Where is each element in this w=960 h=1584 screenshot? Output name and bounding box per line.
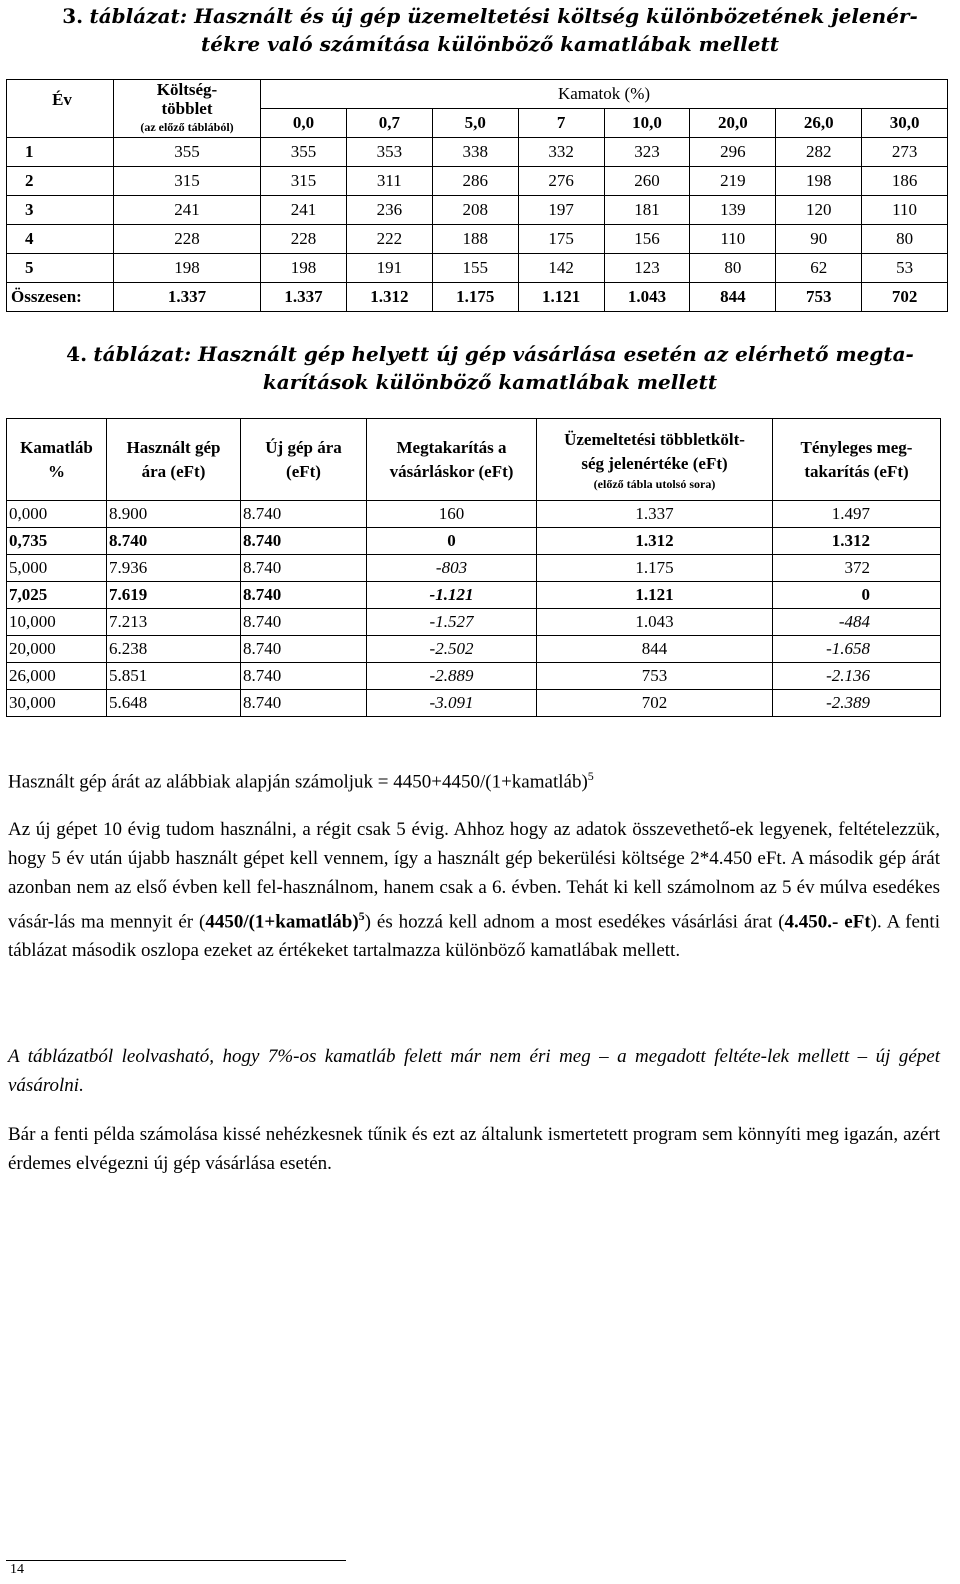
col-header-kamatok: Kamatok (%) (261, 80, 948, 109)
used-price-cell: 7.213 (107, 609, 241, 636)
value-cell: 315 (261, 167, 347, 196)
table4-row (7, 609, 941, 636)
used-price-cell: 5.851 (107, 663, 241, 690)
rate-cell: 10,000 (7, 609, 107, 636)
saving-cell: -2.889 (367, 663, 537, 690)
value-cell: 323 (604, 138, 690, 167)
value-cell: 155 (432, 254, 518, 283)
value-cell: 198 (776, 167, 862, 196)
table3-total-row (7, 283, 948, 312)
hasznalt-label-1: Használt gép (126, 437, 221, 457)
rate-header: 0,0 (261, 109, 347, 138)
teny-label-1: Tényleges meg- (800, 437, 913, 457)
rate-header: 10,0 (604, 109, 690, 138)
table3-row (7, 225, 948, 254)
new-price-cell: 8.740 (241, 501, 367, 528)
value-cell: 844 (690, 283, 776, 312)
p1-bold-formula: 4450/(1+kamatláb) (205, 911, 359, 933)
paragraph-explanation (8, 815, 940, 965)
table4-caption (40, 340, 940, 396)
new-price-cell: 8.740 (241, 582, 367, 609)
year-cell: 4 (7, 225, 114, 254)
table4-title-line1: táblázat: Használt gép helyett új gép vásárlása esetén az elérhető megta- (93, 342, 914, 366)
table4-row (7, 690, 941, 717)
formula-text: Használt gép árát az alábbiak alapján számoljuk = 4450+4450/(1+kamatláb) (8, 771, 588, 793)
table4-header-row (7, 419, 941, 501)
value-cell: 222 (346, 225, 432, 254)
new-price-cell: 8.740 (241, 690, 367, 717)
col-header-uzemeltetesi (537, 419, 773, 501)
value-cell: 110 (862, 196, 948, 225)
rate-cell: 20,000 (7, 636, 107, 663)
rate-header: 30,0 (862, 109, 948, 138)
formula-paragraph (8, 762, 940, 796)
used-price-cell: 7.619 (107, 582, 241, 609)
value-cell: 110 (690, 225, 776, 254)
col-header-kamatlab (7, 419, 107, 501)
table4 (6, 418, 941, 717)
paragraph-closing: Bár a fenti példa számolása kissé nehézkesnek tűnik és ezt az általunk ismertetett program sem könnyíti meg igazán, azért érdemes elvégezni új gép vásárlása esetén. (8, 1124, 940, 1174)
megtak-label-2: vásárláskor (eFt) (389, 461, 514, 481)
operating-cost-cell: 1.175 (537, 555, 773, 582)
cost-cell: 198 (114, 254, 261, 283)
value-cell: 142 (518, 254, 604, 283)
new-price-cell: 8.740 (241, 555, 367, 582)
kamatlab-label-1: Kamatláb (20, 437, 93, 457)
used-price-cell: 6.238 (107, 636, 241, 663)
saving-cell: -3.091 (367, 690, 537, 717)
new-price-cell: 8.740 (241, 528, 367, 555)
value-cell: 1.043 (604, 283, 690, 312)
cost-cell: 1.337 (114, 283, 261, 312)
value-cell: 62 (776, 254, 862, 283)
uj-label-1: Új gép ára (265, 437, 342, 457)
hasznalt-label-2: ára (eFt) (141, 461, 206, 481)
koltseg-label-3: (az előző táblából) (140, 120, 234, 134)
operating-cost-cell: 1.312 (537, 528, 773, 555)
value-cell: 191 (346, 254, 432, 283)
p1-exponent: 5 (358, 909, 365, 923)
value-cell: 353 (346, 138, 432, 167)
page-number: 14 (10, 1562, 24, 1577)
value-cell: 1.175 (432, 283, 518, 312)
actual-saving-cell: 1.312 (773, 528, 941, 555)
table3-title-line1: táblázat: Használt és új gép üzemeltetési költség különbözetének jelenér- (89, 4, 918, 28)
table4-row (7, 582, 941, 609)
saving-cell: 160 (367, 501, 537, 528)
operating-cost-cell: 702 (537, 690, 773, 717)
actual-saving-cell: -2.136 (773, 663, 941, 690)
value-cell: 296 (690, 138, 776, 167)
col-header-hasznalt (107, 419, 241, 501)
rate-cell: 0,000 (7, 501, 107, 528)
value-cell: 1.312 (346, 283, 432, 312)
value-cell: 139 (690, 196, 776, 225)
rate-header: 26,0 (776, 109, 862, 138)
col-header-koltsegtobblet (114, 80, 261, 138)
value-cell: 282 (776, 138, 862, 167)
cost-cell: 315 (114, 167, 261, 196)
table3-title-line2: tékre való számítása különböző kamatlábak mellett (201, 32, 779, 56)
cost-cell: 355 (114, 138, 261, 167)
operating-cost-cell: 753 (537, 663, 773, 690)
table3-caption (40, 2, 940, 58)
value-cell: 53 (862, 254, 948, 283)
table3-row (7, 254, 948, 283)
value-cell: 156 (604, 225, 690, 254)
actual-saving-cell: -1.658 (773, 636, 941, 663)
rate-cell: 7,025 (7, 582, 107, 609)
col-header-megtakaritas (367, 419, 537, 501)
table3-number: 3. (62, 4, 84, 28)
value-cell: 123 (604, 254, 690, 283)
col-header-uj (241, 419, 367, 501)
formula-exponent: 5 (587, 769, 594, 783)
year-cell: 5 (7, 254, 114, 283)
value-cell: 120 (776, 196, 862, 225)
table4-row (7, 555, 941, 582)
new-price-cell: 8.740 (241, 609, 367, 636)
rate-cell: 5,000 (7, 555, 107, 582)
used-price-cell: 8.900 (107, 501, 241, 528)
used-price-cell: 8.740 (107, 528, 241, 555)
new-price-cell: 8.740 (241, 663, 367, 690)
table3-row (7, 196, 948, 225)
table3-header-row (7, 80, 948, 109)
value-cell: 228 (261, 225, 347, 254)
p1-part-a: Az új gépet 10 évig tudom használni, a régit csak 5 évig. Ahhoz hogy az adatok összevethető-ek legyenek, feltételezzük, hogy 5 év után újabb használt gépet kell vennem, így a használt gép bekerülési költsége 2*4.450 eFt. A második gép árát azonban nem az első évben kell fel-használnom, hanem csak a 6. évben. Tehát ki kell számolnom az 5 év múlva esedékes vásár-lás ma mennyit ér ( (8, 819, 940, 933)
value-cell: 355 (261, 138, 347, 167)
value-cell: 80 (862, 225, 948, 254)
year-cell: 2 (7, 167, 114, 196)
value-cell: 236 (346, 196, 432, 225)
operating-cost-cell: 1.043 (537, 609, 773, 636)
year-cell: Összesen: (7, 283, 114, 312)
actual-saving-cell: 0 (773, 582, 941, 609)
table4-row (7, 501, 941, 528)
col-header-tenyleges (773, 419, 941, 501)
paragraph-conclusion: A táblázatból leolvasható, hogy 7%-os kamatláb felett már nem éri meg – a megadott feltéte-lek mellett – új gépet vásárolni. (8, 1046, 940, 1096)
rate-header: 5,0 (432, 109, 518, 138)
rate-cell: 0,735 (7, 528, 107, 555)
koltseg-label-1: Költség- (156, 80, 218, 99)
value-cell: 197 (518, 196, 604, 225)
value-cell: 241 (261, 196, 347, 225)
saving-cell: -803 (367, 555, 537, 582)
value-cell: 338 (432, 138, 518, 167)
year-cell: 3 (7, 196, 114, 225)
table3-row (7, 167, 948, 196)
value-cell: 198 (261, 254, 347, 283)
actual-saving-cell: -2.389 (773, 690, 941, 717)
rate-header: 7 (518, 109, 604, 138)
used-price-cell: 7.936 (107, 555, 241, 582)
rate-header: 20,0 (690, 109, 776, 138)
value-cell: 276 (518, 167, 604, 196)
value-cell: 753 (776, 283, 862, 312)
col-header-ev: Év (7, 80, 114, 138)
value-cell: 80 (690, 254, 776, 283)
value-cell: 332 (518, 138, 604, 167)
actual-saving-cell: 1.497 (773, 501, 941, 528)
table3-body (7, 138, 948, 312)
uzem-label-2: ség jelenértéke (eFt) (581, 453, 728, 473)
value-cell: 219 (690, 167, 776, 196)
table4-row (7, 528, 941, 555)
uj-label-2: (eFt) (286, 461, 321, 481)
p1-part-b: ) és hozzá kell adnom a most esedékes vásárlási árat ( (364, 911, 785, 933)
kamatlab-label-2: % (48, 461, 65, 481)
cost-cell: 241 (114, 196, 261, 225)
value-cell: 90 (776, 225, 862, 254)
teny-label-2: takarítás (eFt) (804, 461, 909, 481)
used-price-cell: 5.648 (107, 690, 241, 717)
value-cell: 181 (604, 196, 690, 225)
operating-cost-cell: 844 (537, 636, 773, 663)
actual-saving-cell: 372 (773, 555, 941, 582)
table4-number: 4. (66, 342, 88, 366)
saving-cell: -1.121 (367, 582, 537, 609)
value-cell: 1.337 (261, 283, 347, 312)
rate-cell: 30,000 (7, 690, 107, 717)
value-cell: 1.121 (518, 283, 604, 312)
new-price-cell: 8.740 (241, 636, 367, 663)
value-cell: 286 (432, 167, 518, 196)
table4-title-line2: karítások különböző kamatlábak mellett (262, 370, 718, 394)
value-cell: 260 (604, 167, 690, 196)
saving-cell: -1.527 (367, 609, 537, 636)
value-cell: 208 (432, 196, 518, 225)
value-cell: 702 (862, 283, 948, 312)
actual-saving-cell: -484 (773, 609, 941, 636)
rate-cell: 26,000 (7, 663, 107, 690)
rate-header: 0,7 (346, 109, 432, 138)
table4-row (7, 663, 941, 690)
saving-cell: -2.502 (367, 636, 537, 663)
cost-cell: 228 (114, 225, 261, 254)
value-cell: 175 (518, 225, 604, 254)
operating-cost-cell: 1.121 (537, 582, 773, 609)
table3-row (7, 138, 948, 167)
operating-cost-cell: 1.337 (537, 501, 773, 528)
table4-row (7, 636, 941, 663)
p1-part-c: ). A fenti táblázat második oszlopa ezeket az értékeket tartalmazza különböző kamatlábak mellett. (8, 911, 940, 962)
year-cell: 1 (7, 138, 114, 167)
value-cell: 311 (346, 167, 432, 196)
footer-divider (6, 1560, 346, 1561)
table4-body (7, 501, 941, 717)
value-cell: 186 (862, 167, 948, 196)
megtak-label-1: Megtakarítás a (396, 437, 507, 457)
value-cell: 273 (862, 138, 948, 167)
koltseg-label-2: többlet (161, 99, 213, 118)
value-cell: 188 (432, 225, 518, 254)
saving-cell: 0 (367, 528, 537, 555)
table3 (6, 79, 948, 312)
uzem-label-3: (előző tábla utolsó sora) (593, 476, 716, 491)
p1-bold-price: 4.450.- eFt (784, 911, 871, 933)
uzem-label-1: Üzemeltetési többletkölt- (564, 429, 745, 449)
